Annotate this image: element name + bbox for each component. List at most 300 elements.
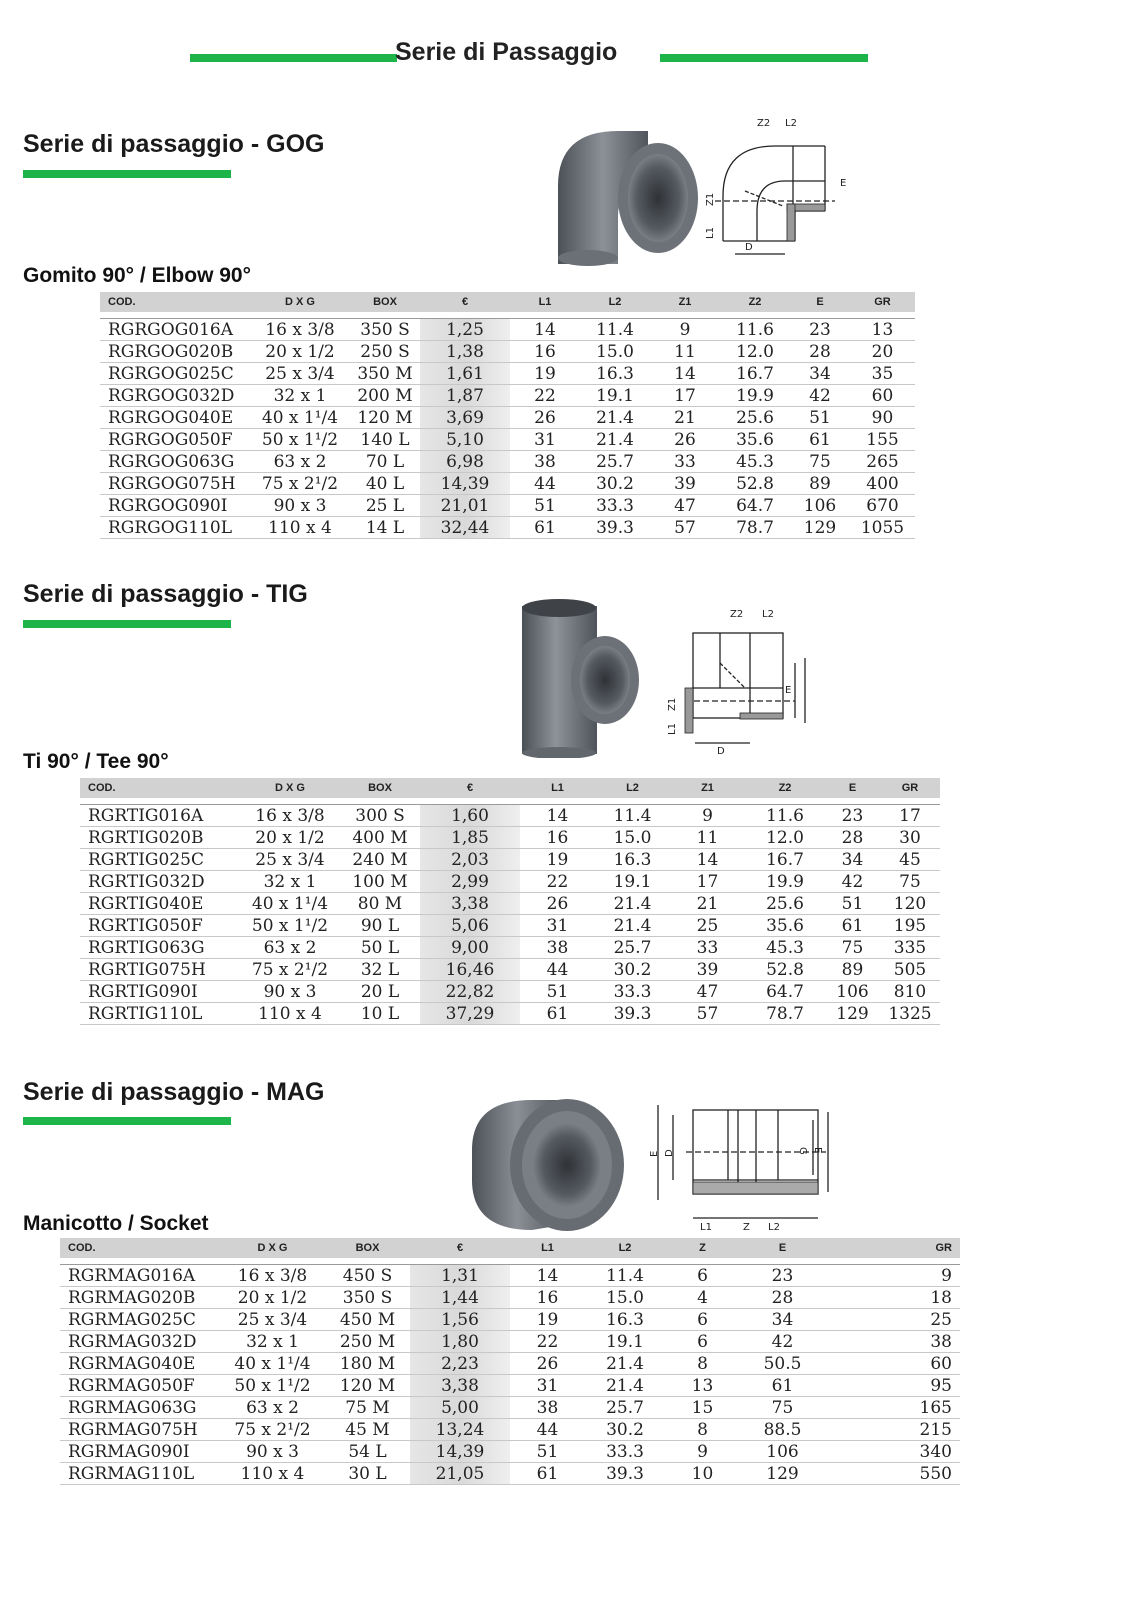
table-cell: 1,80 bbox=[410, 1331, 510, 1353]
table-cell: 42 bbox=[790, 385, 850, 407]
table-row bbox=[80, 959, 940, 981]
table-cell: 215 bbox=[825, 1419, 960, 1441]
table-cell: 350 M bbox=[350, 363, 420, 385]
table-cell: 51 bbox=[510, 1441, 585, 1463]
table-cell: 1,44 bbox=[410, 1287, 510, 1309]
table-cell: 400 bbox=[850, 473, 915, 495]
table-cell: 35 bbox=[850, 363, 915, 385]
drawing-label: L1 bbox=[700, 1222, 712, 1233]
table-header-row bbox=[60, 1238, 960, 1258]
table-cell: 1325 bbox=[880, 1003, 940, 1025]
section-underline-mag bbox=[23, 1117, 231, 1125]
table-cell: 300 S bbox=[340, 805, 420, 827]
table-cell: 19 bbox=[520, 849, 595, 871]
product-code-cell: RGRTIG063G bbox=[80, 937, 240, 959]
table-row bbox=[80, 981, 940, 1003]
table-cell: 44 bbox=[510, 1419, 585, 1441]
section-underline-tig bbox=[23, 620, 231, 628]
table-cell: 52.8 bbox=[720, 473, 790, 495]
table-cell: 39.3 bbox=[580, 517, 650, 539]
table-cell: 30 bbox=[880, 827, 940, 849]
column-header: D X G bbox=[250, 292, 350, 312]
table-cell: 3,38 bbox=[420, 893, 520, 915]
table-cell: 2,03 bbox=[420, 849, 520, 871]
drawing-label: Z1 bbox=[667, 697, 678, 711]
table-cell: 44 bbox=[520, 959, 595, 981]
table-row bbox=[80, 805, 940, 827]
table-cell: 47 bbox=[670, 981, 745, 1003]
product-code-cell: RGRTIG050F bbox=[80, 915, 240, 937]
table-cell: 39.3 bbox=[595, 1003, 670, 1025]
tig-table-body bbox=[80, 798, 940, 1025]
column-header: E bbox=[790, 292, 850, 312]
product-code-cell: RGRGOG040E bbox=[100, 407, 250, 429]
table-cell: 34 bbox=[825, 849, 880, 871]
table-cell: 31 bbox=[510, 1375, 585, 1397]
table-cell: 25 x 3/4 bbox=[240, 849, 340, 871]
drawing-label: Z2 bbox=[730, 609, 744, 620]
product-code-cell: RGRTIG032D bbox=[80, 871, 240, 893]
table-cell: 1,31 bbox=[410, 1265, 510, 1287]
table-row bbox=[80, 849, 940, 871]
table-cell: 30.2 bbox=[585, 1419, 665, 1441]
product-label-tig: Ti 90° / Tee 90° bbox=[23, 750, 169, 773]
table-cell: 15.0 bbox=[585, 1287, 665, 1309]
table-cell: 75 bbox=[880, 871, 940, 893]
product-code-cell: RGRMAG016A bbox=[60, 1265, 220, 1287]
table-cell: 19 bbox=[510, 1309, 585, 1331]
table-cell: 70 L bbox=[350, 451, 420, 473]
table-cell: 75 x 2¹/2 bbox=[220, 1419, 325, 1441]
column-header: BOX bbox=[325, 1238, 410, 1258]
table-cell: 19.1 bbox=[595, 871, 670, 893]
column-header: L1 bbox=[510, 292, 580, 312]
table-cell: 25.6 bbox=[720, 407, 790, 429]
column-header: COD. bbox=[60, 1238, 220, 1258]
table-cell: 155 bbox=[850, 429, 915, 451]
column-header: GR bbox=[825, 1238, 960, 1258]
table-cell: 25 x 3/4 bbox=[220, 1309, 325, 1331]
table-cell: 35.6 bbox=[720, 429, 790, 451]
table-cell: 1,25 bbox=[420, 319, 510, 341]
table-cell: 30.2 bbox=[580, 473, 650, 495]
section-title-mag: Serie di passaggio - MAG bbox=[23, 1078, 325, 1106]
table-cell: 61 bbox=[510, 1463, 585, 1485]
table-cell: 34 bbox=[790, 363, 850, 385]
product-code-cell: RGRGOG016A bbox=[100, 319, 250, 341]
elbow-photo bbox=[548, 126, 698, 266]
table-cell: 670 bbox=[850, 495, 915, 517]
table-cell: 19.9 bbox=[720, 385, 790, 407]
drawing-label: L2 bbox=[762, 609, 774, 620]
column-header: Z1 bbox=[650, 292, 720, 312]
table-cell: 32 x 1 bbox=[240, 871, 340, 893]
table-cell: 38 bbox=[520, 937, 595, 959]
table-cell: 120 M bbox=[325, 1375, 410, 1397]
table-cell: 6 bbox=[665, 1265, 740, 1287]
table-cell: 25 bbox=[670, 915, 745, 937]
table-cell: 6,98 bbox=[420, 451, 510, 473]
column-header: € bbox=[420, 292, 510, 312]
table-cell: 9 bbox=[665, 1441, 740, 1463]
table-cell: 75 M bbox=[325, 1397, 410, 1419]
table-cell: 28 bbox=[740, 1287, 825, 1309]
table-cell: 3,38 bbox=[410, 1375, 510, 1397]
table-cell: 38 bbox=[825, 1331, 960, 1353]
table-cell: 42 bbox=[740, 1331, 825, 1353]
table-cell: 11.6 bbox=[720, 319, 790, 341]
table-cell: 15.0 bbox=[580, 341, 650, 363]
table-cell: 54 L bbox=[325, 1441, 410, 1463]
table-cell: 90 L bbox=[340, 915, 420, 937]
column-header: € bbox=[420, 778, 520, 798]
table-cell: 75 x 2¹/2 bbox=[240, 959, 340, 981]
column-header: E bbox=[825, 778, 880, 798]
table-cell: 15 bbox=[665, 1397, 740, 1419]
table-cell: 250 S bbox=[350, 341, 420, 363]
table-cell: 335 bbox=[880, 937, 940, 959]
column-header: Z1 bbox=[670, 778, 745, 798]
table-cell: 33 bbox=[670, 937, 745, 959]
table-cell: 78.7 bbox=[720, 517, 790, 539]
table-cell: 20 x 1/2 bbox=[250, 341, 350, 363]
table-cell: 25.7 bbox=[585, 1397, 665, 1419]
table-row bbox=[100, 385, 915, 407]
table-row bbox=[100, 495, 915, 517]
table-cell: 95 bbox=[825, 1375, 960, 1397]
table-cell: 50.5 bbox=[740, 1353, 825, 1375]
table-row bbox=[60, 1287, 960, 1309]
table-cell: 106 bbox=[790, 495, 850, 517]
table-cell: 21.4 bbox=[585, 1375, 665, 1397]
product-label-mag: Manicotto / Socket bbox=[23, 1212, 209, 1235]
table-cell: 17 bbox=[650, 385, 720, 407]
table-cell: 21.4 bbox=[595, 915, 670, 937]
product-code-cell: RGRGOG110L bbox=[100, 517, 250, 539]
table-cell: 1,87 bbox=[420, 385, 510, 407]
table-cell: 16.3 bbox=[595, 849, 670, 871]
product-code-cell: RGRTIG075H bbox=[80, 959, 240, 981]
table-cell: 40 x 1¹/4 bbox=[220, 1353, 325, 1375]
header-right-rule bbox=[660, 54, 868, 62]
table-cell: 40 L bbox=[350, 473, 420, 495]
table-cell: 57 bbox=[670, 1003, 745, 1025]
table-row bbox=[80, 893, 940, 915]
column-header: L2 bbox=[595, 778, 670, 798]
table-cell: 1,85 bbox=[420, 827, 520, 849]
elbow-technical-drawing bbox=[705, 116, 870, 266]
table-cell: 45.3 bbox=[720, 451, 790, 473]
table-cell: 38 bbox=[510, 1397, 585, 1419]
table-cell: 17 bbox=[670, 871, 745, 893]
table-cell: 32 x 1 bbox=[220, 1331, 325, 1353]
column-header: GR bbox=[880, 778, 940, 798]
drawing-label: D bbox=[717, 746, 725, 757]
section-underline-gog bbox=[23, 170, 231, 178]
table-cell: 75 bbox=[825, 937, 880, 959]
table-cell: 1,56 bbox=[410, 1309, 510, 1331]
table-cell: 16 bbox=[510, 1287, 585, 1309]
table-cell: 21.4 bbox=[580, 407, 650, 429]
table-cell: 39.3 bbox=[585, 1463, 665, 1485]
table-cell: 1,61 bbox=[420, 363, 510, 385]
table-row bbox=[60, 1375, 960, 1397]
section-title-tig: Serie di passaggio - TIG bbox=[23, 580, 308, 608]
table-cell: 11.4 bbox=[595, 805, 670, 827]
table-row bbox=[100, 473, 915, 495]
table-cell: 50 x 1¹/2 bbox=[250, 429, 350, 451]
table-cell: 32,44 bbox=[420, 517, 510, 539]
table-cell: 37,29 bbox=[420, 1003, 520, 1025]
table-cell: 64.7 bbox=[720, 495, 790, 517]
table-cell: 11.6 bbox=[745, 805, 825, 827]
column-header: L1 bbox=[510, 1238, 585, 1258]
column-header: COD. bbox=[100, 292, 250, 312]
table-cell: 13 bbox=[850, 319, 915, 341]
drawing-label: L1 bbox=[705, 227, 716, 239]
gog-spec-table bbox=[100, 292, 915, 539]
table-cell: 12.0 bbox=[745, 827, 825, 849]
table-cell: 120 bbox=[880, 893, 940, 915]
product-code-cell: RGRTIG025C bbox=[80, 849, 240, 871]
table-cell: 75 bbox=[790, 451, 850, 473]
table-cell: 22 bbox=[520, 871, 595, 893]
column-header: D X G bbox=[240, 778, 340, 798]
product-code-cell: RGRTIG040E bbox=[80, 893, 240, 915]
table-cell: 16.3 bbox=[580, 363, 650, 385]
column-header: GR bbox=[850, 292, 915, 312]
page-header bbox=[0, 32, 1145, 76]
table-cell: 14,39 bbox=[420, 473, 510, 495]
table-cell: 51 bbox=[520, 981, 595, 1003]
table-cell: 50 L bbox=[340, 937, 420, 959]
column-header: Z bbox=[665, 1238, 740, 1258]
table-cell: 16 bbox=[510, 341, 580, 363]
table-cell: 9 bbox=[825, 1265, 960, 1287]
table-cell: 44 bbox=[510, 473, 580, 495]
table-cell: 88.5 bbox=[740, 1419, 825, 1441]
table-cell: 14 bbox=[670, 849, 745, 871]
table-row bbox=[80, 827, 940, 849]
table-cell: 4 bbox=[665, 1287, 740, 1309]
table-cell: 13,24 bbox=[410, 1419, 510, 1441]
table-cell: 34 bbox=[740, 1309, 825, 1331]
table-cell: 38 bbox=[510, 451, 580, 473]
table-header-row bbox=[80, 778, 940, 798]
product-code-cell: RGRTIG016A bbox=[80, 805, 240, 827]
table-cell: 5,10 bbox=[420, 429, 510, 451]
table-cell: 129 bbox=[790, 517, 850, 539]
drawing-label: E bbox=[840, 178, 847, 189]
table-cell: 240 M bbox=[340, 849, 420, 871]
table-cell: 18 bbox=[825, 1287, 960, 1309]
table-row bbox=[100, 319, 915, 341]
table-cell: 61 bbox=[825, 915, 880, 937]
product-code-cell: RGRMAG090I bbox=[60, 1441, 220, 1463]
table-row bbox=[100, 429, 915, 451]
table-cell: 3,69 bbox=[420, 407, 510, 429]
table-cell: 165 bbox=[825, 1397, 960, 1419]
table-cell: 110 x 4 bbox=[250, 517, 350, 539]
table-cell: 25 bbox=[825, 1309, 960, 1331]
table-cell: 22 bbox=[510, 1331, 585, 1353]
table-cell: 19.1 bbox=[580, 385, 650, 407]
table-cell: 28 bbox=[825, 827, 880, 849]
table-cell: 17 bbox=[880, 805, 940, 827]
column-header: L2 bbox=[580, 292, 650, 312]
table-cell: 51 bbox=[510, 495, 580, 517]
table-cell: 16 bbox=[520, 827, 595, 849]
table-cell: 40 x 1¹/4 bbox=[240, 893, 340, 915]
table-cell: 340 bbox=[825, 1441, 960, 1463]
table-cell: 14,39 bbox=[410, 1441, 510, 1463]
table-cell: 25.6 bbox=[745, 893, 825, 915]
table-cell: 9,00 bbox=[420, 937, 520, 959]
table-row bbox=[60, 1265, 960, 1287]
table-cell: 200 M bbox=[350, 385, 420, 407]
table-cell: 6 bbox=[665, 1309, 740, 1331]
table-cell: 61 bbox=[740, 1375, 825, 1397]
drawing-label: L2 bbox=[768, 1222, 780, 1233]
table-cell: 10 bbox=[665, 1463, 740, 1485]
table-cell: 22,82 bbox=[420, 981, 520, 1003]
drawing-label: D bbox=[745, 242, 753, 253]
header-left-rule bbox=[190, 54, 397, 62]
table-cell: 64.7 bbox=[745, 981, 825, 1003]
table-cell: 450 S bbox=[325, 1265, 410, 1287]
table-cell: 23 bbox=[825, 805, 880, 827]
table-cell: 110 x 4 bbox=[240, 1003, 340, 1025]
table-cell: 14 bbox=[650, 363, 720, 385]
table-cell: 9 bbox=[670, 805, 745, 827]
table-cell: 26 bbox=[650, 429, 720, 451]
table-cell: 52.8 bbox=[745, 959, 825, 981]
table-cell: 45.3 bbox=[745, 937, 825, 959]
table-cell: 45 bbox=[880, 849, 940, 871]
table-header-row bbox=[100, 292, 915, 312]
column-header: L1 bbox=[520, 778, 595, 798]
table-cell: 1055 bbox=[850, 517, 915, 539]
table-cell: 450 M bbox=[325, 1309, 410, 1331]
table-cell: 78.7 bbox=[745, 1003, 825, 1025]
product-code-cell: RGRMAG025C bbox=[60, 1309, 220, 1331]
table-cell: 21 bbox=[650, 407, 720, 429]
drawing-label: Z1 bbox=[705, 192, 716, 206]
product-code-cell: RGRTIG090I bbox=[80, 981, 240, 1003]
table-cell: 250 M bbox=[325, 1331, 410, 1353]
table-cell: 28 bbox=[790, 341, 850, 363]
product-code-cell: RGRMAG020B bbox=[60, 1287, 220, 1309]
table-cell: 14 L bbox=[350, 517, 420, 539]
table-cell: 42 bbox=[825, 871, 880, 893]
drawing-label: G bbox=[797, 1147, 808, 1155]
drawing-label: E bbox=[649, 1150, 660, 1157]
product-code-cell: RGRGOG020B bbox=[100, 341, 250, 363]
table-cell: 120 M bbox=[350, 407, 420, 429]
table-cell: 10 L bbox=[340, 1003, 420, 1025]
gog-table-body bbox=[100, 312, 915, 539]
table-cell: 30.2 bbox=[595, 959, 670, 981]
table-cell: 400 M bbox=[340, 827, 420, 849]
table-cell: 195 bbox=[880, 915, 940, 937]
table-cell: 16.7 bbox=[745, 849, 825, 871]
drawing-label: L2 bbox=[785, 118, 797, 129]
drawing-label: Z bbox=[743, 1222, 750, 1233]
table-cell: 6 bbox=[665, 1331, 740, 1353]
table-cell: 89 bbox=[790, 473, 850, 495]
table-cell: 2,23 bbox=[410, 1353, 510, 1375]
table-cell: 16,46 bbox=[420, 959, 520, 981]
table-cell: 61 bbox=[520, 1003, 595, 1025]
table-cell: 180 M bbox=[325, 1353, 410, 1375]
table-cell: 16 x 3/8 bbox=[240, 805, 340, 827]
table-row bbox=[100, 363, 915, 385]
table-cell: 21.4 bbox=[585, 1353, 665, 1375]
table-row bbox=[60, 1353, 960, 1375]
table-cell: 106 bbox=[825, 981, 880, 1003]
table-cell: 21,01 bbox=[420, 495, 510, 517]
table-cell: 26 bbox=[510, 1353, 585, 1375]
section-title-gog: Serie di passaggio - GOG bbox=[23, 130, 325, 158]
product-code-cell: RGRMAG110L bbox=[60, 1463, 220, 1485]
table-cell: 32 L bbox=[340, 959, 420, 981]
table-cell: 39 bbox=[670, 959, 745, 981]
table-cell: 100 M bbox=[340, 871, 420, 893]
column-header: D X G bbox=[220, 1238, 325, 1258]
table-cell: 60 bbox=[825, 1353, 960, 1375]
table-cell: 8 bbox=[665, 1419, 740, 1441]
table-cell: 26 bbox=[520, 893, 595, 915]
product-code-cell: RGRMAG050F bbox=[60, 1375, 220, 1397]
table-row bbox=[60, 1419, 960, 1441]
table-row bbox=[60, 1331, 960, 1353]
product-code-cell: RGRMAG032D bbox=[60, 1331, 220, 1353]
table-cell: 90 x 3 bbox=[250, 495, 350, 517]
table-cell: 20 L bbox=[340, 981, 420, 1003]
table-cell: 75 x 2¹/2 bbox=[250, 473, 350, 495]
mag-spec-table bbox=[60, 1238, 960, 1485]
table-cell: 106 bbox=[740, 1441, 825, 1463]
table-row bbox=[80, 871, 940, 893]
product-code-cell: RGRGOG075H bbox=[100, 473, 250, 495]
drawing-label: E bbox=[812, 1147, 823, 1154]
product-code-cell: RGRTIG110L bbox=[80, 1003, 240, 1025]
table-cell: 20 x 1/2 bbox=[240, 827, 340, 849]
table-cell: 31 bbox=[520, 915, 595, 937]
table-cell: 11.4 bbox=[580, 319, 650, 341]
table-cell: 30 L bbox=[325, 1463, 410, 1485]
table-cell: 2,99 bbox=[420, 871, 520, 893]
table-cell: 12.0 bbox=[720, 341, 790, 363]
table-cell: 33 bbox=[650, 451, 720, 473]
table-cell: 5,00 bbox=[410, 1397, 510, 1419]
table-row bbox=[100, 407, 915, 429]
table-cell: 16.3 bbox=[585, 1309, 665, 1331]
table-cell: 31 bbox=[510, 429, 580, 451]
product-code-cell: RGRMAG063G bbox=[60, 1397, 220, 1419]
table-cell: 505 bbox=[880, 959, 940, 981]
product-code-cell: RGRGOG032D bbox=[100, 385, 250, 407]
column-header: Z2 bbox=[745, 778, 825, 798]
table-cell: 14 bbox=[510, 1265, 585, 1287]
table-cell: 810 bbox=[880, 981, 940, 1003]
table-cell: 11 bbox=[670, 827, 745, 849]
table-cell: 57 bbox=[650, 517, 720, 539]
table-cell: 11.4 bbox=[585, 1265, 665, 1287]
table-cell: 80 M bbox=[340, 893, 420, 915]
product-code-cell: RGRGOG025C bbox=[100, 363, 250, 385]
table-cell: 40 x 1¹/4 bbox=[250, 407, 350, 429]
